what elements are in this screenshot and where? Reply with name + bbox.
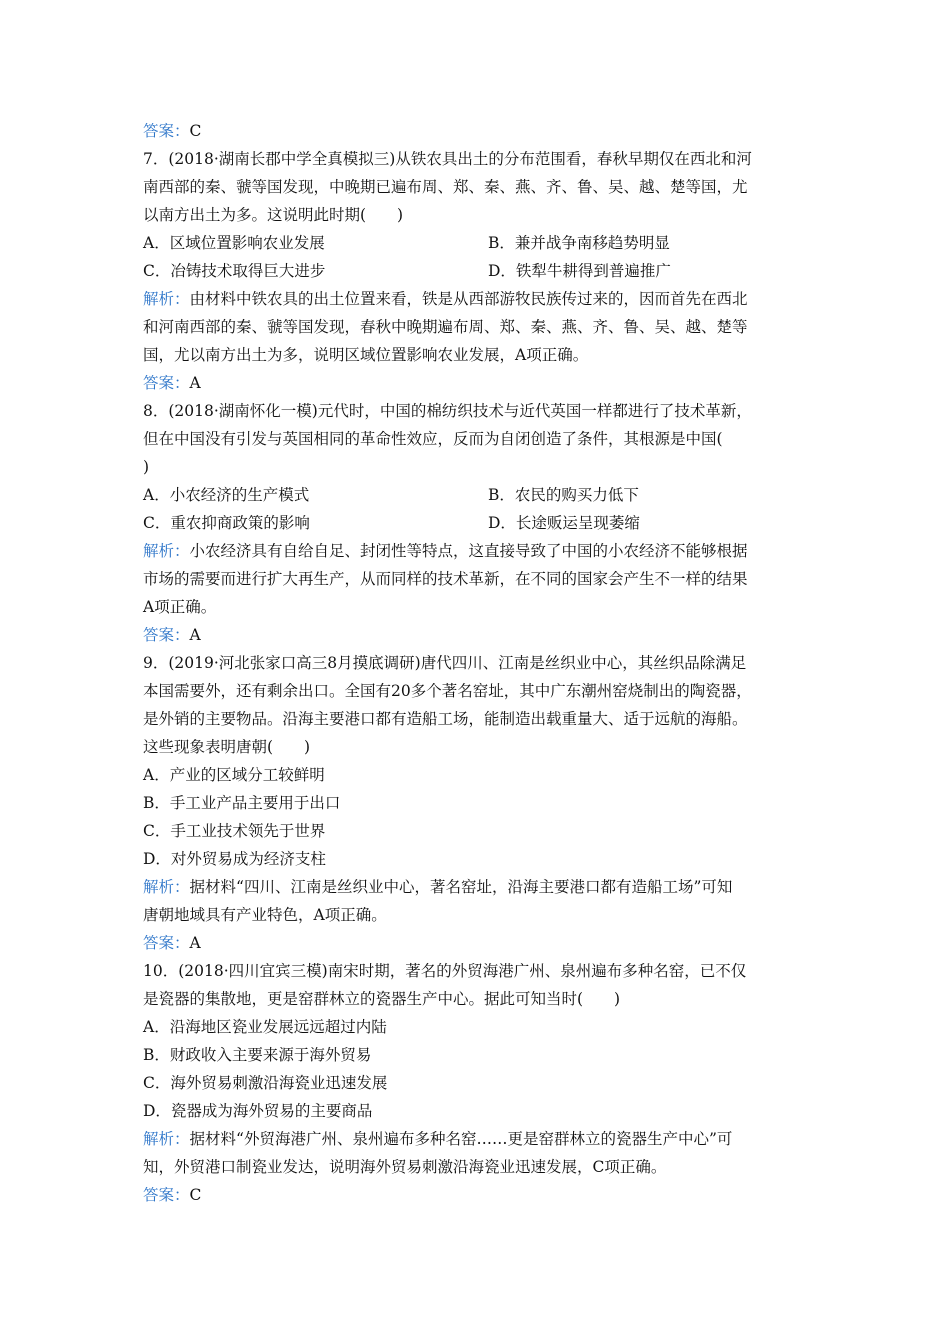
option-b: B．财政收入主要来源于海外贸易 xyxy=(143,1046,372,1064)
answer-value: C xyxy=(189,122,202,140)
analysis-line: 唐朝地域具有产业特色，A项正确。 xyxy=(143,906,387,924)
analysis-text: 据材料“四川、江南是丝织业中心，著名窑址，沿海主要港口都有造船工场”可知 xyxy=(189,878,733,896)
analysis-text: 小农经济具有自给自足、封闭性等特点，这直接导致了中国的小农经济不能够根据 xyxy=(189,542,748,560)
analysis-line xyxy=(143,1129,813,1149)
analysis-label: 解析： xyxy=(143,878,190,896)
answer-line xyxy=(143,933,813,953)
answer-label: 答案： xyxy=(143,934,190,952)
option-c: C．重农抑商政策的影响 xyxy=(143,514,310,532)
answer-label: 答案： xyxy=(143,122,190,140)
answer-label: 答案： xyxy=(143,374,190,392)
question-7-line: 以南方出土为多。这说明此时期( ) xyxy=(143,206,404,224)
option-b: B．兼并战争南移趋势明显 xyxy=(488,234,670,252)
option-a: A．沿海地区瓷业发展远远超过内陆 xyxy=(143,1018,387,1036)
analysis-line xyxy=(143,289,813,309)
question-9-line: 这些现象表明唐朝( ) xyxy=(143,738,311,756)
option-d: D．对外贸易成为经济支柱 xyxy=(143,850,326,868)
question-9-line: 本国需要外，还有剩余出口。全国有20多个著名窑址，其中广东潮州窑烧制出的陶瓷器， xyxy=(143,682,752,700)
analysis-label: 解析： xyxy=(143,290,190,308)
analysis-line: 市场的需要而进行扩大再生产，从而同样的技术革新，在不同的国家会产生不一样的结果 xyxy=(143,570,748,588)
question-7-line: 7．(2018·湖南长郡中学全真模拟三)从铁农具出土的分布范围看，春秋早期仅在西北和河 xyxy=(143,150,752,168)
analysis-line: A项正确。 xyxy=(143,598,217,616)
answer-line xyxy=(143,373,813,393)
answer-value: A xyxy=(189,934,201,952)
option-d: D．长途贩运呈现萎缩 xyxy=(488,514,640,532)
option-c: C．手工业技术领先于世界 xyxy=(143,822,326,840)
answer-value: A xyxy=(189,374,201,392)
analysis-text: 由材料中铁农具的出土位置来看，铁是从西部游牧民族传过来的，因而首先在西北 xyxy=(189,290,748,308)
analysis-line: 和河南西部的秦、虢等国发现，春秋中晚期遍布周、郑、秦、燕、齐、鲁、吴、越、楚等 xyxy=(143,318,748,336)
answer-value: A xyxy=(189,626,201,644)
option-b: B．手工业产品主要用于出口 xyxy=(143,794,341,812)
question-8-line: 8．(2018·湖南怀化一模)元代时，中国的棉纺织技术与近代英国一样都进行了技术革新， xyxy=(143,402,752,420)
question-10-line: 是瓷器的集散地，更是窑群林立的瓷器生产中心。据此可知当时( ) xyxy=(143,990,621,1008)
analysis-line xyxy=(143,541,813,561)
option-a: A．产业的区域分工较鲜明 xyxy=(143,766,325,784)
answer-value: C xyxy=(189,1186,202,1204)
analysis-label: 解析： xyxy=(143,542,190,560)
option-a: A．小农经济的生产模式 xyxy=(143,486,310,504)
question-9-line: 9．(2019·河北张家口高三8月摸底调研)唐代四川、江南是丝织业中心，其丝织品除满足 xyxy=(143,654,747,672)
analysis-line xyxy=(143,877,813,897)
analysis-line: 知，外贸港口制瓷业发达，说明海外贸易刺激沿海瓷业迅速发展，C项正确。 xyxy=(143,1158,667,1176)
analysis-label: 解析： xyxy=(143,1130,190,1148)
analysis-line: 国，尤以南方出土为多，说明区域位置影响农业发展，A项正确。 xyxy=(143,346,589,364)
answer-label: 答案： xyxy=(143,626,190,644)
option-c: C．冶铸技术取得巨大进步 xyxy=(143,262,326,280)
option-c: C．海外贸易刺激沿海瓷业迅速发展 xyxy=(143,1074,388,1092)
answer-line xyxy=(143,625,813,645)
option-d: D．瓷器成为海外贸易的主要商品 xyxy=(143,1102,373,1120)
option-b: B．农民的购买力低下 xyxy=(488,486,639,504)
answer-line xyxy=(143,121,813,141)
option-a: A．区域位置影响农业发展 xyxy=(143,234,325,252)
question-10-line: 10．(2018·四川宜宾三模)南宋时期，著名的外贸海港广州、泉州遍布多种名窑，已不仅 xyxy=(143,962,747,980)
question-7-line: 南西部的秦、虢等国发现，中晚期已遍布周、郑、秦、燕、齐、鲁、吴、越、楚等国，尤 xyxy=(143,178,748,196)
option-d: D．铁犁牛耕得到普遍推广 xyxy=(488,262,671,280)
analysis-text: 据材料“外贸海港广州、泉州遍布多种名窑……更是窑群林立的瓷器生产中心”可 xyxy=(189,1130,733,1148)
question-8-line: 但在中国没有引发与英国相同的革命性效应，反而为自闭创造了条件，其根源是中国( xyxy=(143,430,723,448)
answer-label: 答案： xyxy=(143,1186,190,1204)
question-8-line: ) xyxy=(143,458,150,476)
answer-line xyxy=(143,1185,813,1205)
question-9-line: 是外销的主要物品。沿海主要港口都有造船工场，能制造出载重量大、适于远航的海船。 xyxy=(143,710,748,728)
